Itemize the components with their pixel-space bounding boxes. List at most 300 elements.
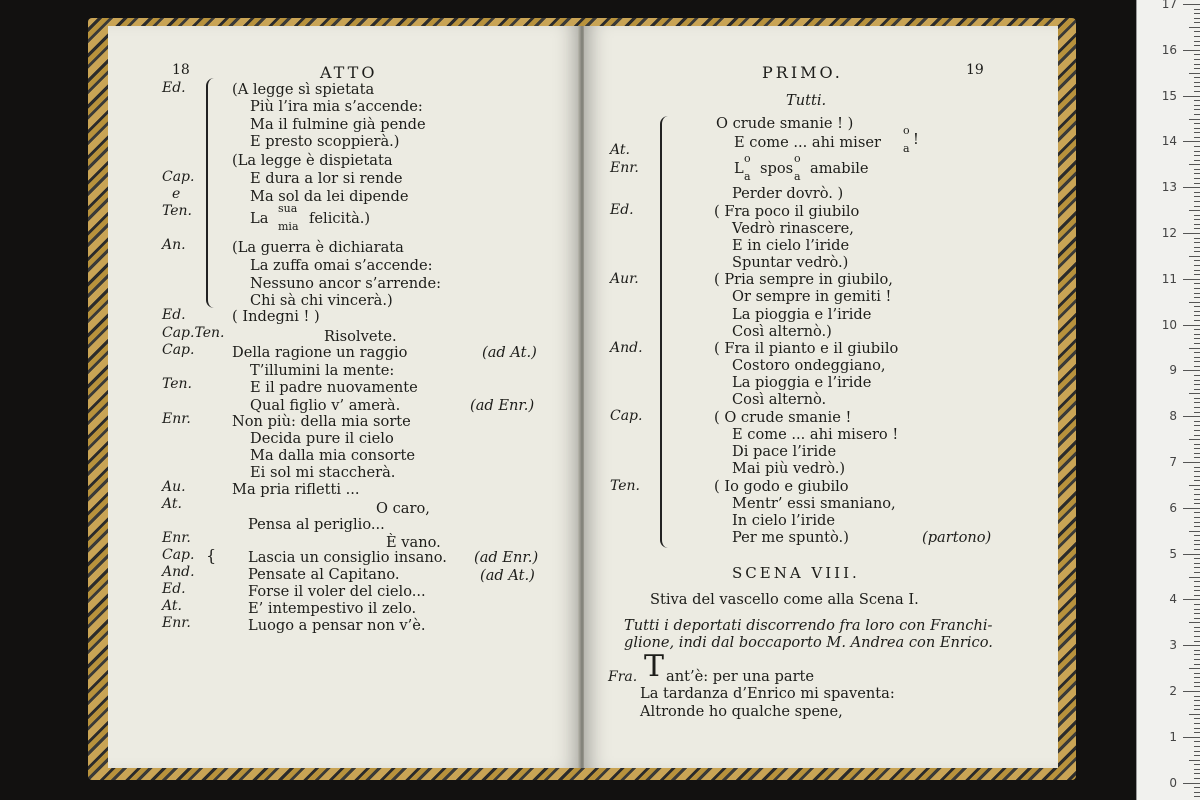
ruler-number: 5 bbox=[1169, 546, 1177, 561]
verse-line: Pensa al periglio... bbox=[248, 516, 385, 533]
verse-line: ant’è: per una parte bbox=[666, 668, 815, 685]
verse-line: Or sempre in gemiti ! bbox=[732, 288, 892, 305]
ruler-tick bbox=[1194, 228, 1200, 229]
ruler-tick bbox=[1194, 160, 1200, 161]
scene-title: SCENA VIII. bbox=[732, 564, 860, 582]
ruler-tick bbox=[1183, 508, 1200, 509]
ruler-tick bbox=[1194, 517, 1200, 518]
verse-line: Decida pure il cielo bbox=[250, 430, 394, 447]
variant-sup: sua bbox=[278, 202, 298, 215]
ruler-tick bbox=[1194, 618, 1200, 619]
ruler-tick bbox=[1194, 558, 1200, 559]
ruler-tick bbox=[1194, 306, 1200, 307]
ruler-tick bbox=[1189, 668, 1200, 669]
ruler-tick bbox=[1194, 402, 1200, 403]
ruler-tick bbox=[1194, 677, 1200, 678]
speaker: Cap. bbox=[162, 169, 195, 185]
ruler-tick bbox=[1194, 274, 1200, 275]
ruler-tick bbox=[1194, 146, 1200, 147]
ruler-tick bbox=[1194, 178, 1200, 179]
ruler-tick bbox=[1194, 489, 1200, 490]
verse-line: Lascia un consiglio insano. bbox=[248, 549, 447, 566]
verse-line: Così alternò. bbox=[732, 391, 827, 408]
ruler-tick bbox=[1189, 27, 1200, 28]
ruler-tick bbox=[1194, 123, 1200, 124]
ruler-number: 6 bbox=[1169, 500, 1177, 515]
tutti-label: Tutti. bbox=[786, 92, 827, 109]
verse-line: E presto scoppierà.) bbox=[250, 133, 400, 150]
ruler-tick bbox=[1194, 380, 1200, 381]
verse-line: Mai più vedrò.) bbox=[732, 460, 846, 477]
speaker: Cap. bbox=[162, 547, 195, 563]
ruler-tick bbox=[1194, 68, 1200, 69]
ruler-tick bbox=[1194, 206, 1200, 207]
ruler-tick bbox=[1194, 595, 1200, 596]
ruler-tick bbox=[1194, 151, 1200, 152]
ruler-tick bbox=[1194, 741, 1200, 742]
ruler-tick bbox=[1183, 645, 1200, 646]
ruler-tick bbox=[1194, 613, 1200, 614]
verse-line: ( Pria sempre in giubilo, bbox=[714, 271, 893, 288]
speaker: And. bbox=[610, 340, 643, 356]
ruler-tick bbox=[1194, 590, 1200, 591]
ruler-tick bbox=[1183, 279, 1200, 280]
ruler-tick bbox=[1194, 77, 1200, 78]
ruler-tick bbox=[1194, 36, 1200, 37]
verse-line: O crude smanie ! ) bbox=[716, 115, 854, 132]
variant-sup: o bbox=[794, 152, 801, 165]
ruler-tick bbox=[1194, 581, 1200, 582]
ruler-tick bbox=[1194, 352, 1200, 353]
ruler-tick bbox=[1194, 320, 1200, 321]
verse-line: ( Indegni ! ) bbox=[232, 308, 320, 325]
page-number: 18 bbox=[172, 62, 190, 78]
ruler-number: 12 bbox=[1161, 226, 1177, 240]
ruler-tick bbox=[1194, 549, 1200, 550]
variant-sub: a bbox=[794, 170, 801, 183]
ruler-tick bbox=[1183, 141, 1200, 142]
ruler-number: 2 bbox=[1169, 684, 1177, 698]
ruler-number: 0 bbox=[1169, 775, 1177, 790]
ruler-tick bbox=[1194, 453, 1200, 454]
verse-line: La bbox=[250, 210, 269, 227]
ruler-tick bbox=[1194, 357, 1200, 358]
ruler-tick bbox=[1189, 348, 1200, 349]
speaker: Ten. bbox=[610, 478, 641, 494]
speaker: Cap. bbox=[610, 408, 643, 424]
ruler-number: 13 bbox=[1161, 180, 1177, 195]
ruler-tick bbox=[1194, 315, 1200, 316]
speaker: Enr. bbox=[162, 411, 191, 427]
ruler-number: 17 bbox=[1161, 0, 1177, 11]
ruler-tick bbox=[1194, 109, 1200, 110]
ruler-number: 4 bbox=[1169, 592, 1177, 607]
verse-line: ( Io godo e giubilo bbox=[714, 478, 849, 495]
stage-direction: (ad Enr.) bbox=[470, 397, 535, 414]
ruler-tick bbox=[1194, 293, 1200, 294]
ruler-tick bbox=[1194, 31, 1200, 32]
speaker: An. bbox=[162, 237, 186, 253]
verse-line: È vano. bbox=[386, 534, 441, 551]
ruler-tick bbox=[1189, 393, 1200, 394]
ruler-tick bbox=[1194, 664, 1200, 665]
verse-line: La pioggia e l’iride bbox=[732, 374, 872, 391]
ruler-tick bbox=[1194, 723, 1200, 724]
ruler-tick bbox=[1194, 421, 1200, 422]
ruler-tick bbox=[1194, 604, 1200, 605]
ruler-tick bbox=[1194, 567, 1200, 568]
ruler-tick bbox=[1194, 732, 1200, 733]
verse-line: E in cielo l’iride bbox=[732, 237, 850, 254]
ruler-tick bbox=[1194, 91, 1200, 92]
ruler-tick bbox=[1194, 54, 1200, 55]
ruler-tick bbox=[1194, 435, 1200, 436]
verse-line: Perder dovrò. ) bbox=[732, 185, 844, 202]
page-number: 19 bbox=[966, 62, 984, 78]
verse-line: La zuffa omai s’accende: bbox=[250, 257, 433, 274]
ruler-tick bbox=[1194, 746, 1200, 747]
verse-line: Ma sol da lei dipende bbox=[250, 188, 409, 205]
ruler-tick bbox=[1194, 22, 1200, 23]
stage-direction: (ad At.) bbox=[480, 567, 535, 584]
ruler-tick bbox=[1189, 164, 1200, 165]
ruler-tick bbox=[1194, 41, 1200, 42]
ruler-tick bbox=[1194, 526, 1200, 527]
ruler-tick bbox=[1194, 270, 1200, 271]
verse-line: E dura a lor si rende bbox=[250, 170, 403, 187]
ruler-tick bbox=[1194, 544, 1200, 545]
ruler-tick bbox=[1194, 787, 1200, 788]
verse-line: (La guerra è dichiarata bbox=[232, 239, 404, 256]
ruler-tick bbox=[1194, 430, 1200, 431]
ruler-tick bbox=[1194, 407, 1200, 408]
ruler-tick bbox=[1194, 718, 1200, 719]
verse-line: Della ragione un raggio bbox=[232, 344, 408, 361]
ruler-tick bbox=[1194, 375, 1200, 376]
variant-sup: o bbox=[744, 152, 751, 165]
ruler-tick bbox=[1189, 714, 1200, 715]
ruler-tick bbox=[1194, 682, 1200, 683]
ruler-tick bbox=[1194, 384, 1200, 385]
speaker: Ed. bbox=[162, 307, 186, 323]
ruler-tick bbox=[1194, 755, 1200, 756]
ruler-tick bbox=[1194, 13, 1200, 14]
ruler-tick bbox=[1194, 183, 1200, 184]
ruler-tick bbox=[1194, 173, 1200, 174]
ruler-number: 11 bbox=[1161, 271, 1177, 286]
ruler-tick bbox=[1194, 361, 1200, 362]
ruler-tick bbox=[1189, 210, 1200, 211]
stage-direction: (ad At.) bbox=[482, 344, 537, 361]
verse-line: Mentr’ essi smaniano, bbox=[732, 495, 896, 512]
left-page bbox=[108, 26, 580, 768]
ruler-tick bbox=[1194, 696, 1200, 697]
ruler-tick bbox=[1183, 554, 1200, 555]
ruler-tick bbox=[1194, 260, 1200, 261]
variant-sub: mia bbox=[278, 220, 299, 233]
verse-line: Vedrò rinascere, bbox=[732, 220, 854, 237]
ruler-tick bbox=[1189, 485, 1200, 486]
ruler-number: 8 bbox=[1169, 409, 1177, 424]
variant-sub: a bbox=[744, 170, 751, 183]
ruler-tick bbox=[1194, 412, 1200, 413]
ruler-tick bbox=[1194, 64, 1200, 65]
ruler-tick bbox=[1183, 783, 1200, 784]
speaker: At. bbox=[162, 598, 182, 614]
ruler-tick bbox=[1194, 82, 1200, 83]
ruler-number: 15 bbox=[1161, 88, 1177, 103]
ruler-tick bbox=[1194, 494, 1200, 495]
ruler-tick bbox=[1194, 778, 1200, 779]
verse-line: Ma dalla mia consorte bbox=[250, 447, 415, 464]
ruler-tick bbox=[1194, 448, 1200, 449]
ruler-number: 9 bbox=[1169, 363, 1177, 378]
speaker: e bbox=[172, 186, 181, 202]
ruler-tick bbox=[1194, 334, 1200, 335]
ruler-tick bbox=[1194, 18, 1200, 19]
verse-line: Luogo a pensar non v’è. bbox=[248, 617, 426, 634]
ruler-tick bbox=[1194, 769, 1200, 770]
ruler-tick bbox=[1183, 462, 1200, 463]
ruler-tick bbox=[1189, 531, 1200, 532]
speaker: Ed. bbox=[162, 80, 186, 96]
ruler-tick bbox=[1194, 480, 1200, 481]
ruler-tick bbox=[1194, 572, 1200, 573]
speaker: Cap. bbox=[162, 342, 195, 358]
ruler-tick bbox=[1183, 187, 1200, 188]
ruler-tick bbox=[1194, 224, 1200, 225]
ruler-tick bbox=[1194, 503, 1200, 504]
ruler-tick bbox=[1194, 114, 1200, 115]
speaker: And. bbox=[162, 564, 195, 580]
measuring-ruler bbox=[1136, 0, 1200, 800]
ruler-tick bbox=[1194, 398, 1200, 399]
verse-line: felicità.) bbox=[309, 210, 371, 227]
ruler-tick bbox=[1194, 155, 1200, 156]
right-page bbox=[584, 26, 1058, 768]
verse-line: La pioggia e l’iride bbox=[732, 306, 872, 323]
ruler-tick bbox=[1183, 737, 1200, 738]
ruler-tick bbox=[1194, 728, 1200, 729]
ruler-number: 10 bbox=[1161, 317, 1177, 332]
verse-line: ( O crude smanie ! bbox=[714, 409, 852, 426]
ruler-tick bbox=[1194, 631, 1200, 632]
verse-line: E come ... ahi miser bbox=[734, 134, 881, 151]
ruler-tick bbox=[1194, 132, 1200, 133]
ruler-tick bbox=[1194, 792, 1200, 793]
ruler-tick bbox=[1194, 288, 1200, 289]
verse-line: Non più: della mia sorte bbox=[232, 413, 411, 430]
ruler-tick bbox=[1183, 370, 1200, 371]
speaker: Fra. bbox=[608, 669, 638, 685]
speaker: Ed. bbox=[162, 581, 186, 597]
ruler-tick bbox=[1183, 4, 1200, 5]
ruler-tick bbox=[1194, 641, 1200, 642]
ruler-tick bbox=[1194, 476, 1200, 477]
verse-line: T’illumini la mente: bbox=[250, 362, 395, 379]
verse-line: La tardanza d’Enrico mi spaventa: bbox=[640, 685, 895, 702]
speaker: Aur. bbox=[610, 271, 639, 287]
running-head: PRIMO. bbox=[762, 63, 843, 82]
ruler-tick bbox=[1189, 760, 1200, 761]
ruler-tick bbox=[1189, 302, 1200, 303]
ruler-tick bbox=[1194, 796, 1200, 797]
verse-line: Nessuno ancor s’arrende: bbox=[250, 275, 441, 292]
ruler-tick bbox=[1183, 416, 1200, 417]
ruler-tick bbox=[1194, 764, 1200, 765]
ruler-tick bbox=[1194, 219, 1200, 220]
ruler-tick bbox=[1194, 338, 1200, 339]
ruler-tick bbox=[1194, 128, 1200, 129]
ruler-tick bbox=[1194, 105, 1200, 106]
ruler-tick bbox=[1183, 50, 1200, 51]
ruler-tick bbox=[1194, 45, 1200, 46]
ruler-tick bbox=[1194, 196, 1200, 197]
verse-line: Altronde ho qualche spene, bbox=[640, 703, 843, 720]
verse-line: ( Fra poco il giubilo bbox=[714, 203, 860, 220]
verse-line: Forse il voler del cielo... bbox=[248, 583, 426, 600]
ruler-tick bbox=[1194, 215, 1200, 216]
ruler-tick bbox=[1194, 251, 1200, 252]
speaker: Ten. bbox=[162, 376, 193, 392]
ruler-tick bbox=[1194, 471, 1200, 472]
ruler-tick bbox=[1194, 654, 1200, 655]
ruler-tick bbox=[1194, 265, 1200, 266]
ruler-tick bbox=[1194, 659, 1200, 660]
ruler-tick bbox=[1194, 329, 1200, 330]
speaker: Enr. bbox=[162, 530, 191, 546]
brace-glyph: { bbox=[206, 546, 217, 565]
ruler-tick bbox=[1194, 540, 1200, 541]
ruler-tick bbox=[1194, 86, 1200, 87]
brace bbox=[660, 116, 668, 548]
verse-line: Ei sol mi staccherà. bbox=[250, 464, 396, 481]
ruler-tick bbox=[1194, 297, 1200, 298]
speaker: Au. bbox=[162, 479, 186, 495]
ruler-tick bbox=[1189, 119, 1200, 120]
ruler-number: 3 bbox=[1169, 638, 1177, 653]
verse-line: Risolvete. bbox=[324, 328, 397, 345]
verse-line: (La legge è dispietata bbox=[232, 152, 393, 169]
ruler-tick bbox=[1194, 512, 1200, 513]
ruler-tick bbox=[1194, 389, 1200, 390]
ruler-tick bbox=[1194, 705, 1200, 706]
verse-line: Ma il fulmine già pende bbox=[250, 116, 426, 133]
speaker: Enr. bbox=[610, 160, 639, 176]
verse-line: amabile bbox=[810, 160, 869, 177]
ruler-tick bbox=[1194, 238, 1200, 239]
ruler-tick bbox=[1194, 586, 1200, 587]
speaker: At. bbox=[610, 142, 630, 158]
speaker: Ed. bbox=[610, 202, 634, 218]
speaker: At. bbox=[162, 496, 182, 512]
ruler-tick bbox=[1183, 325, 1200, 326]
ruler-tick bbox=[1194, 366, 1200, 367]
ruler-tick bbox=[1189, 622, 1200, 623]
verse-line: Spuntar vedrò.) bbox=[732, 254, 849, 271]
ruler-tick bbox=[1194, 247, 1200, 248]
verse-line: Ma pria rifletti ... bbox=[232, 481, 360, 498]
ruler-tick bbox=[1183, 691, 1200, 692]
ruler-tick bbox=[1189, 256, 1200, 257]
speaker: Enr. bbox=[162, 615, 191, 631]
verse-line: E’ intempestivo il zelo. bbox=[248, 600, 417, 617]
ruler-tick bbox=[1189, 577, 1200, 578]
variant-sup: o bbox=[903, 124, 910, 137]
ruler-tick bbox=[1194, 283, 1200, 284]
ruler-tick bbox=[1194, 311, 1200, 312]
ruler-number: 16 bbox=[1161, 42, 1177, 57]
ruler-tick bbox=[1194, 650, 1200, 651]
stage-direction: glione, indi dal boccaporto M. Andrea con Enrico. bbox=[624, 634, 993, 651]
verse-line: Costoro ondeggiano, bbox=[732, 357, 886, 374]
stage-direction: (ad Enr.) bbox=[474, 549, 539, 566]
verse-line: Più l’ira mia s’accende: bbox=[250, 98, 423, 115]
ruler-tick bbox=[1194, 467, 1200, 468]
drop-initial: T bbox=[644, 649, 665, 684]
ruler-tick bbox=[1194, 535, 1200, 536]
ruler-tick bbox=[1194, 563, 1200, 564]
ruler-tick bbox=[1194, 9, 1200, 10]
ruler-tick bbox=[1194, 242, 1200, 243]
ruler-tick bbox=[1194, 522, 1200, 523]
running-head: ATTO bbox=[320, 63, 378, 82]
scene-description: Stiva del vascello come alla Scena I. bbox=[650, 591, 919, 608]
ruler-number: 14 bbox=[1161, 134, 1177, 149]
ruler-tick bbox=[1194, 201, 1200, 202]
ruler-number: 1 bbox=[1169, 729, 1177, 744]
ruler-tick bbox=[1194, 169, 1200, 170]
stage-direction: (partono) bbox=[922, 529, 992, 546]
verse-line: (A legge sì spietata bbox=[232, 81, 375, 98]
verse-line: spos bbox=[760, 160, 794, 177]
verse-line: Così alternò.) bbox=[732, 323, 832, 340]
ruler-tick bbox=[1194, 709, 1200, 710]
variant-sub: a bbox=[903, 142, 910, 155]
ruler-tick bbox=[1183, 233, 1200, 234]
speaker: Ten. bbox=[162, 203, 193, 219]
verse-line: Pensate al Capitano. bbox=[248, 566, 400, 583]
verse-line: Di pace l’iride bbox=[732, 443, 837, 460]
ruler-tick bbox=[1194, 751, 1200, 752]
ruler-tick bbox=[1194, 499, 1200, 500]
ruler-tick bbox=[1194, 457, 1200, 458]
verse-line: ! bbox=[913, 131, 919, 148]
verse-line: Qual figlio v’ amerà. bbox=[250, 397, 401, 414]
ruler-tick bbox=[1183, 599, 1200, 600]
stage-direction: Tutti i deportati discorrendo fra loro con Franchi- bbox=[624, 617, 993, 634]
ruler-tick bbox=[1194, 636, 1200, 637]
verse-line: In cielo l’iride bbox=[732, 512, 835, 529]
verse-line: L bbox=[734, 160, 744, 177]
ruler-tick bbox=[1194, 686, 1200, 687]
ruler-tick bbox=[1194, 343, 1200, 344]
ruler-tick bbox=[1183, 96, 1200, 97]
ruler-tick bbox=[1194, 773, 1200, 774]
ruler-tick bbox=[1194, 627, 1200, 628]
verse-line: Chi sà chi vincerà.) bbox=[250, 292, 393, 309]
verse-line: Per me spuntò.) bbox=[732, 529, 849, 546]
ruler-tick bbox=[1189, 439, 1200, 440]
ruler-tick bbox=[1194, 700, 1200, 701]
verse-line: E come ... ahi misero ! bbox=[732, 426, 899, 443]
ruler-tick bbox=[1194, 192, 1200, 193]
ruler-tick bbox=[1194, 137, 1200, 138]
verse-line: ( Fra il pianto e il giubilo bbox=[714, 340, 899, 357]
verse-line: O caro, bbox=[376, 500, 430, 517]
ruler-tick bbox=[1194, 673, 1200, 674]
ruler-tick bbox=[1194, 609, 1200, 610]
